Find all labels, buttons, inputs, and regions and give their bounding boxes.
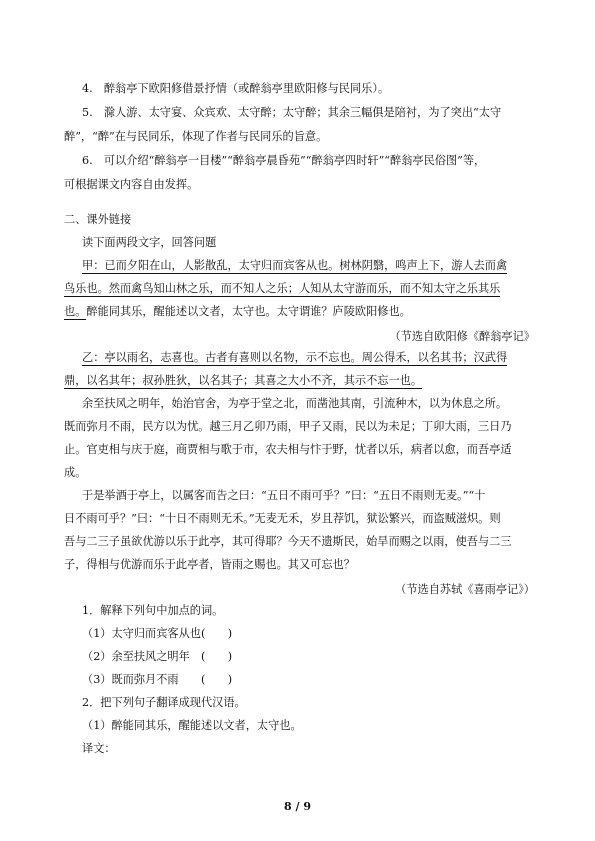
translation-label: 译文： xyxy=(82,742,116,755)
passage-yi-line9: 吾与二三子虽欲优游以乐于此亭，其可得耶？今天不遗斯民，始旱而赐之以雨，使吾与二三 xyxy=(64,535,512,548)
passage-jia-line2: 鸟乐也。然而禽鸟知山林之乐，而不知人之乐；人知从太守游而乐，而不知太守之乐其乐 xyxy=(64,282,501,295)
passage-yi-line8: 日不雨可乎？”曰：“十日不雨则无禾。”无麦无禾，岁且荐饥，狱讼繁兴，而盗贼滋炽。则 xyxy=(64,512,501,525)
instruction: 读下面两段文字，回答问题 xyxy=(82,236,217,249)
question-1-2: （2）余至扶风之明年 ( ) xyxy=(82,650,233,663)
answer-5-line2: 醉”，“醉”在与民同乐，体现了作者与民同乐的旨意。 xyxy=(64,130,328,143)
question-2-1: （1）醉能同其乐，醒能述以文者，太守也。 xyxy=(82,719,302,732)
question-1: 1．解释下列句中加点的词。 xyxy=(82,604,224,617)
question-1-3: （3）既而弥月不雨 ( ) xyxy=(82,673,233,686)
passage-yi-line3: 余至扶风之明年，始治官舍，为亭于堂之北，而凿池其南，引流种木，以为休息之所。 xyxy=(82,397,508,410)
passage-jia-line1: 甲：已而夕阳在山，人影散乱，太守归而宾客从也。树林阴翳，鸣声上下，游人去而禽 xyxy=(82,259,508,272)
passage-yi-line4: 既而弥月不雨，民方以为忧。越三月乙卯乃雨，甲子又雨，民以为未足；丁卯大雨，三日乃 xyxy=(64,420,512,433)
answer-6-line2: 可根据课文内容自由发挥。 xyxy=(64,178,199,191)
page-number: 8 / 9 xyxy=(284,800,311,813)
passage-yi-line1: 乙：亭以雨名，志喜也。古者有喜则以名物，示不忘也。周公得禾，以名其书；汉武得 xyxy=(82,351,508,364)
source-jia: （节选自欧阳修《醉翁亭记》 xyxy=(389,330,535,343)
passage-yi-line2: 鼎，以名其年；叔孙胜狄，以名其子；其喜之大小不齐，其示不忘一也。 xyxy=(64,374,423,387)
source-yi: （节选自苏轼《喜雨亭记》） xyxy=(395,583,535,596)
passage-yi-line7: 于是举酒于亭上，以属客而告之曰：“五日不雨可乎？”曰：“五日不雨则无麦。”“十 xyxy=(82,489,486,502)
section-heading: 二、课外链接 xyxy=(64,213,132,226)
passage-yi-line5: 止。官吏相与庆于庭，商贾相与歌于市，农夫相与忭于野，忧者以乐，病者以愈，而吾亭适 xyxy=(64,443,512,456)
passage-yi-line6: 成。 xyxy=(64,466,87,479)
answer-4: 4. 醉翁亭下欧阳修借景抒情（或醉翁亭里欧阳修与民同乐）。 xyxy=(82,82,390,95)
answer-5-line1: 5. 滁人游、太守宴、众宾欢、太守醉；太守醉；其余三幅俱是陪衬，为了突出“太守 xyxy=(82,106,502,119)
passage-yi-line10: 子，得相与优游而乐于此亭者，皆雨之赐也。其又可忘也？ xyxy=(64,558,355,571)
underlined-text: 也。 xyxy=(64,305,87,318)
answer-6-line1: 6. 可以介绍“醉翁亭一目楼”“醉翁亭晨昏苑”“醉翁亭四时轩”“醉翁亭民俗图”等， xyxy=(82,154,486,167)
question-2: 2．把下列句子翻译成现代汉语。 xyxy=(82,696,246,709)
question-1-1: （1）太守归而宾客从也( ) xyxy=(82,627,233,640)
passage-jia-line3: 也。醉能同其乐，醒能述以文者，太守也。太守谓谁？庐陵欧阳修也。 xyxy=(64,305,411,318)
